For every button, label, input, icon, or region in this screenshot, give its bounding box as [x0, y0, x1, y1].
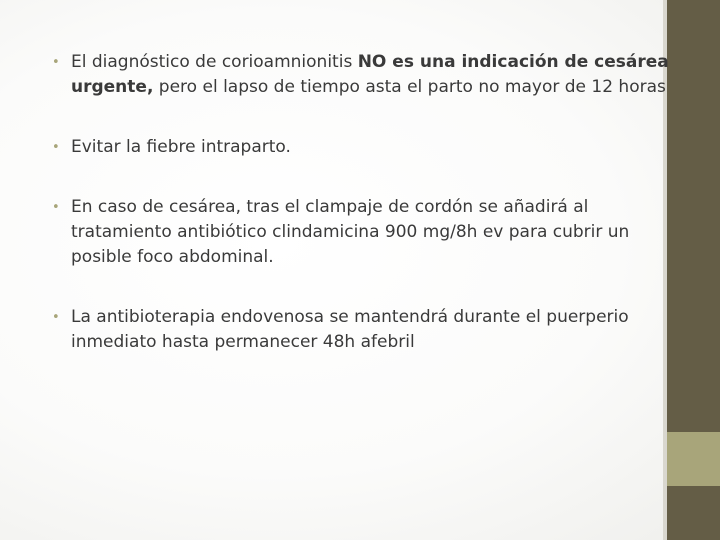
bullet-list [52, 50, 692, 355]
bullet-dot-icon: • [52, 200, 60, 215]
bullet-dot-icon: • [52, 55, 60, 70]
bullet-text: pero el lapso de tiempo asta el parto no mayor de 12 horas [153, 77, 666, 97]
bullet-item-diagnosis [52, 50, 692, 100]
bullet-dot-icon: • [52, 140, 60, 155]
bullet-item-cesarean [52, 195, 692, 270]
bullet-text: El diagnóstico de corioamnionitis [71, 52, 358, 72]
bullet-text-emphasis: NO es una indicación de cesárea urgente, [71, 52, 669, 97]
bullet-text: En caso de cesárea, tras el clampaje de cordón se añadirá al tratamiento antibiótico clindamicina 900 mg/8h ev para cubrir un posible foco abdominal. [71, 197, 630, 267]
bullet-item-fever [52, 135, 692, 160]
bullet-text: Evitar la fiebre intraparto. [71, 137, 291, 157]
bullet-dot-icon: • [52, 310, 60, 325]
bullet-item-antibiotics [52, 305, 692, 355]
side-bar-accent [667, 432, 720, 486]
bullet-text: La antibioterapia endovenosa se mantendrá durante el puerperio inmediato hasta permanecer 48h afebril [71, 307, 629, 352]
